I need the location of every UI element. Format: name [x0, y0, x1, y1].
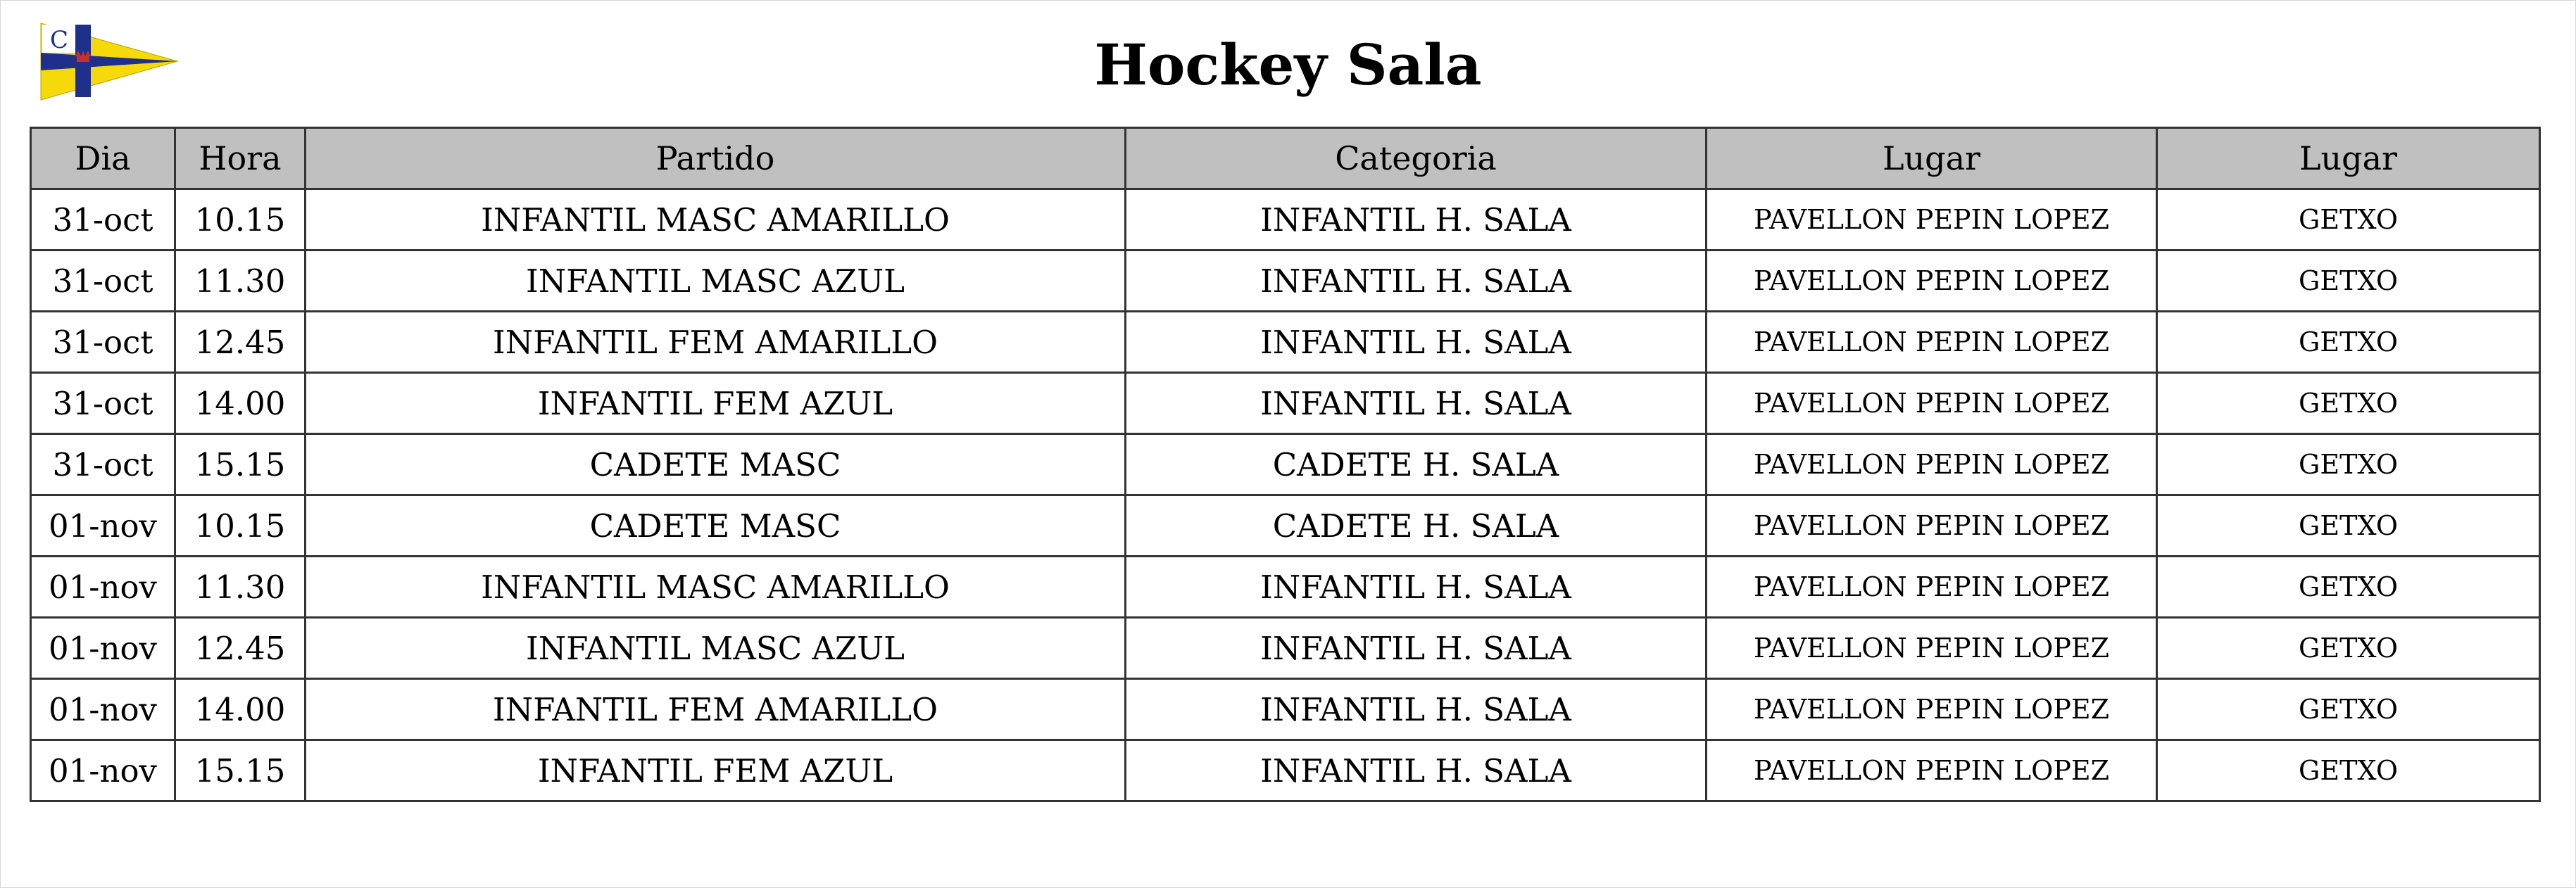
- table-row: [31, 312, 2540, 373]
- cell-lugar: PAVELLON PEPIN LOPEZ: [1707, 189, 2157, 250]
- cell-hora: 11.30: [175, 250, 306, 312]
- cell-partido: INFANTIL FEM AZUL: [306, 740, 1126, 801]
- cell-partido: CADETE MASC: [306, 495, 1126, 557]
- cell-hora: 10.15: [175, 495, 306, 557]
- cell-partido: INFANTIL MASC AZUL: [306, 250, 1126, 312]
- cell-lugar: PAVELLON PEPIN LOPEZ: [1707, 618, 2157, 679]
- cell-partido: INFANTIL MASC AMARILLO: [306, 189, 1126, 250]
- cell-lugar: PAVELLON PEPIN LOPEZ: [1707, 434, 2157, 495]
- cell-dia: 31-oct: [31, 373, 175, 434]
- table-row: [31, 434, 2540, 495]
- cell-hora: 14.00: [175, 679, 306, 740]
- cell-lugar: PAVELLON PEPIN LOPEZ: [1707, 679, 2157, 740]
- cell-dia: 01-nov: [31, 740, 175, 801]
- cell-categoria: INFANTIL H. SALA: [1126, 618, 1707, 679]
- cell-dia: 31-oct: [31, 250, 175, 312]
- cell-lugar: PAVELLON PEPIN LOPEZ: [1707, 740, 2157, 801]
- cell-categoria: INFANTIL H. SALA: [1126, 250, 1707, 312]
- cell-categoria: CADETE H. SALA: [1126, 434, 1707, 495]
- cell-lugar-2: GETXO: [2157, 495, 2540, 557]
- cell-categoria: INFANTIL H. SALA: [1126, 373, 1707, 434]
- cell-hora: 12.45: [175, 618, 306, 679]
- cell-dia: 01-nov: [31, 679, 175, 740]
- cell-lugar-2: GETXO: [2157, 740, 2540, 801]
- header-partido: Partido: [306, 128, 1126, 189]
- cell-categoria: INFANTIL H. SALA: [1126, 312, 1707, 373]
- table-row: [31, 557, 2540, 618]
- header-hora: Hora: [175, 128, 306, 189]
- cell-categoria: INFANTIL H. SALA: [1126, 557, 1707, 618]
- cell-hora: 10.15: [175, 189, 306, 250]
- cell-hora: 15.15: [175, 434, 306, 495]
- cell-dia: 01-nov: [31, 557, 175, 618]
- header-row: [31, 128, 2540, 189]
- cell-lugar-2: GETXO: [2157, 679, 2540, 740]
- cell-lugar: PAVELLON PEPIN LOPEZ: [1707, 373, 2157, 434]
- cell-partido: CADETE MASC: [306, 434, 1126, 495]
- cell-lugar: PAVELLON PEPIN LOPEZ: [1707, 495, 2157, 557]
- cell-hora: 14.00: [175, 373, 306, 434]
- header-dia: Dia: [31, 128, 175, 189]
- cell-partido: INFANTIL MASC AZUL: [306, 618, 1126, 679]
- cell-lugar-2: GETXO: [2157, 250, 2540, 312]
- table-row: [31, 373, 2540, 434]
- cell-dia: 31-oct: [31, 312, 175, 373]
- cell-dia: 31-oct: [31, 434, 175, 495]
- cell-lugar: PAVELLON PEPIN LOPEZ: [1707, 312, 2157, 373]
- table-row: [31, 250, 2540, 312]
- cell-lugar-2: GETXO: [2157, 618, 2540, 679]
- pennant-mark: C: [50, 26, 69, 54]
- page-title: Hockey Sala: [1094, 32, 1482, 98]
- table-row: [31, 495, 2540, 557]
- cell-dia: 01-nov: [31, 495, 175, 557]
- schedule-table: [30, 127, 2541, 802]
- cell-lugar-2: GETXO: [2157, 189, 2540, 250]
- cell-categoria: INFANTIL H. SALA: [1126, 189, 1707, 250]
- table-row: [31, 618, 2540, 679]
- cell-dia: 31-oct: [31, 189, 175, 250]
- cell-categoria: CADETE H. SALA: [1126, 495, 1707, 557]
- cell-lugar-2: GETXO: [2157, 373, 2540, 434]
- cell-hora: 12.45: [175, 312, 306, 373]
- cell-partido: INFANTIL FEM AZUL: [306, 373, 1126, 434]
- cell-partido: INFANTIL FEM AMARILLO: [306, 312, 1126, 373]
- table-row: [31, 740, 2540, 801]
- cell-lugar-2: GETXO: [2157, 434, 2540, 495]
- cell-categoria: INFANTIL H. SALA: [1126, 740, 1707, 801]
- cell-categoria: INFANTIL H. SALA: [1126, 679, 1707, 740]
- cell-partido: INFANTIL FEM AMARILLO: [306, 679, 1126, 740]
- cell-hora: 15.15: [175, 740, 306, 801]
- header-categoria: Categoria: [1126, 128, 1707, 189]
- cell-lugar-2: GETXO: [2157, 312, 2540, 373]
- cell-dia: 01-nov: [31, 618, 175, 679]
- cell-lugar-2: GETXO: [2157, 557, 2540, 618]
- cell-lugar: PAVELLON PEPIN LOPEZ: [1707, 250, 2157, 312]
- cell-hora: 11.30: [175, 557, 306, 618]
- header-lugar: Lugar: [1707, 128, 2157, 189]
- table-row: [31, 189, 2540, 250]
- table-row: [31, 679, 2540, 740]
- cell-partido: INFANTIL MASC AMARILLO: [306, 557, 1126, 618]
- cell-lugar: PAVELLON PEPIN LOPEZ: [1707, 557, 2157, 618]
- header-lugar-2: Lugar: [2157, 128, 2540, 189]
